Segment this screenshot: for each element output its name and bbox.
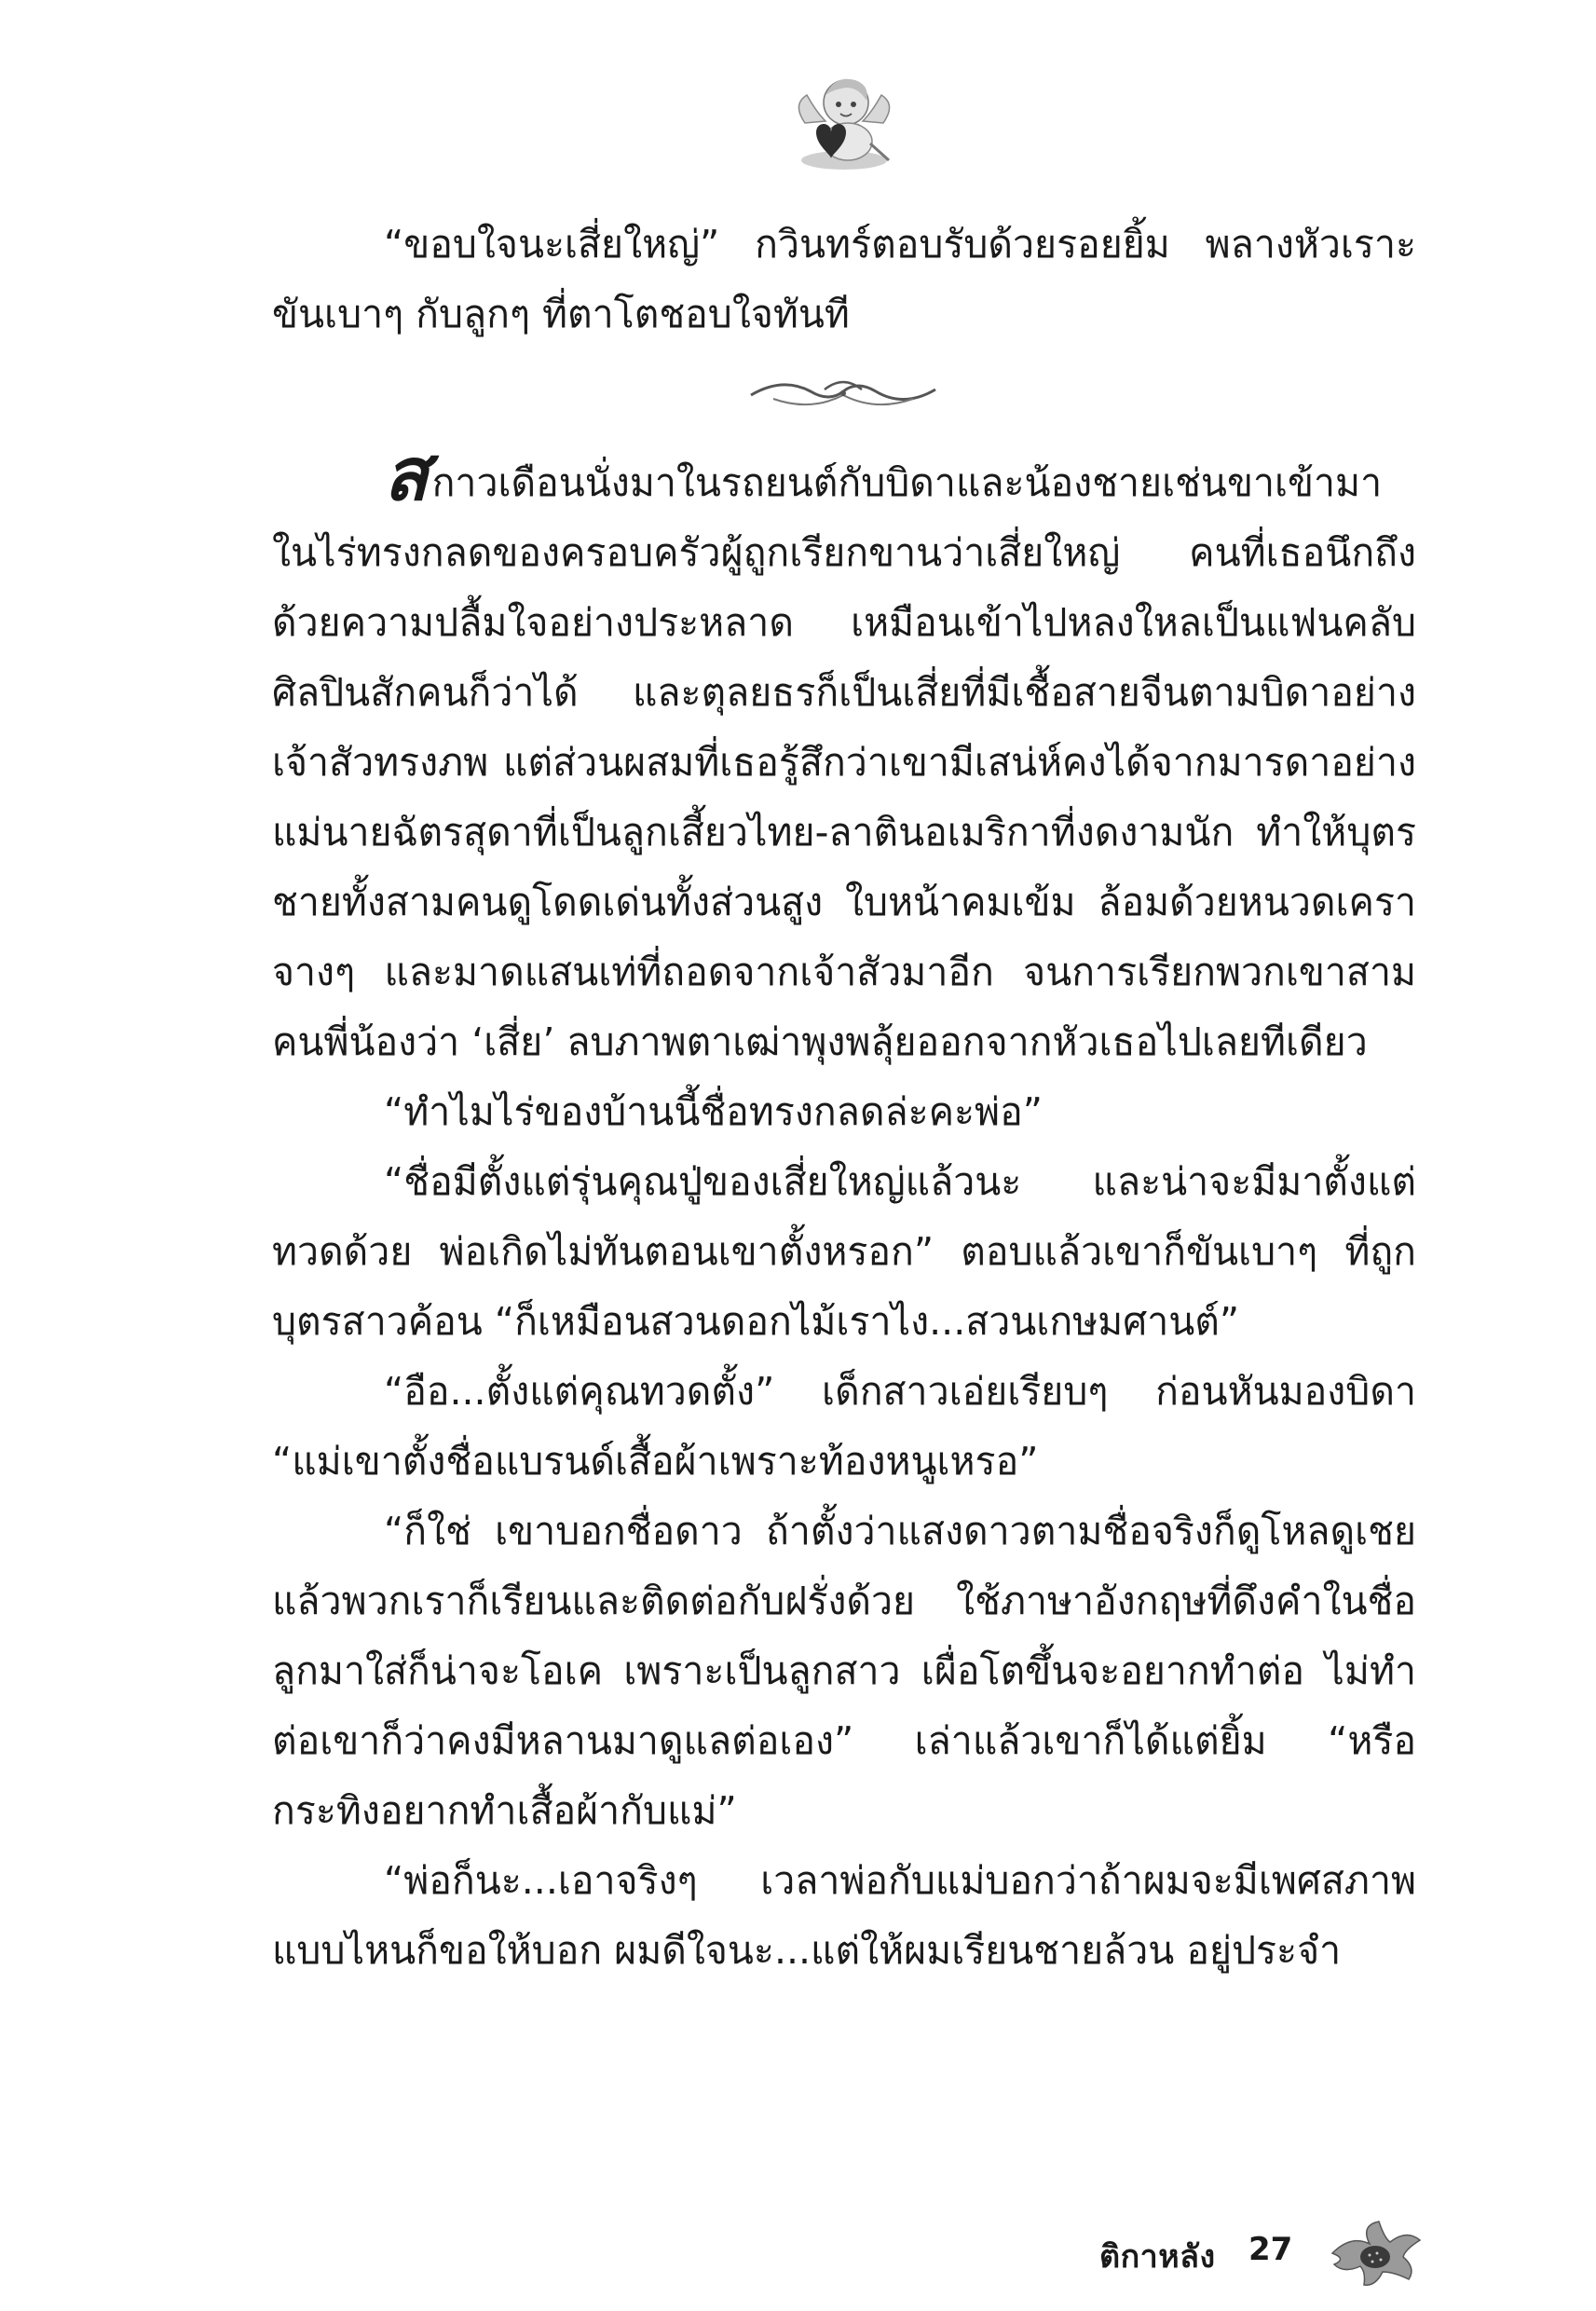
paragraph: “พ่อก็นะ...เอาจริงๆ เวลาพ่อกับแม่บอกว่าถ้าผมจะมีเพศสภาพแบบไหนก็ขอให้บอก ผมดีใจนะ...แต่ให้ผมเรียนชายล้วน อยู่ประจำ [272,1858,1416,1973]
strawberry-icon [1323,2216,1425,2290]
paragraph: “อือ...ตั้งแต่คุณทวดตั้ง” เด็กสาวเอ่ยเรียบๆ ก่อนหันมองบิดา “แม่เขาตั้งชื่อแบรนด์เสื้อผ้าเพราะท้องหนูเหรอ” [272,1369,1416,1484]
page-number: 27 [1248,2231,1293,2268]
book-title: ติกาหลัง [1099,2238,1216,2276]
page-footer [1099,2216,1491,2290]
paragraph: “ชื่อมีตั้งแต่รุ่นคุณปู่ของเสี่ยใหญ่แล้วนะ และน่าจะมีมาตั้งแต่ทวดด้วย พ่อเกิดไม่ทันตอนเขาตั้งหรอก” ตอบแล้วเขาก็ขันเบาๆ ที่ถูกบุตรสาวค้อน “ก็เหมือนสวนดอกไม้เราไง...สวนเกษมศานต์” [272,1159,1416,1344]
paragraph: “ก็ใช่ เขาบอกชื่อดาว ถ้าตั้งว่าแสงดาวตามชื่อจริงก็ดูโหลดูเชย แล้วพวกเราก็เรียนและติดต่อกับฝรั่งด้วย ใช้ภาษาอังกฤษที่ดึงคำในชื่อลูกมาใส่ก็น่าจะโอเค เพราะเป็นลูกสาว เผื่อโตขึ้นจะอยากทำต่อ ไม่ทำต่อเขาก็ว่าคงมีหลานมาดูแลต่อเอง” เล่าแล้วเขาก็ได้แต่ยิ้ม “หรือกระทิงอยากทำเสื้อผ้ากับแม่” [272,1509,1416,1833]
ornamental-divider [745,371,941,414]
paragraph-dropcap [272,433,1416,1077]
paragraph-text: กาวเดือนนั่งมาในรถยนต์กับบิดาและน้องชายเช่นขาเข้ามาในไร่ทรงกลดของครอบครัวผู้ถูกเรียกขานว่าเสี่ยใหญ่ คนที่เธอนึกถึงด้วยความปลื้มใจอย่างประหลาด เหมือนเข้าไปหลงใหลเป็นแฟนคลับศิลปินสักคนก็ว่าได้ และตุลยธรก็เป็นเสี่ยที่มีเชื้อสายจีนตามบิดาอย่างเจ้าสัวทรงภพ แต่ส่วนผสมที่เธอรู้สึกว่าเขามีเสน่ห์คงได้จากมารดาอย่างแม่นายฉัตรสุดาที่เป็นลูกเสี้ยวไทย-ลาตินอเมริกาที่งดงามนัก ทำให้บุตรชายทั้งสามคนดูโดดเด่นทั้งส่วนสูง ใบหน้าคมเข้ม ล้อมด้วยหนวดเคราจางๆ และมาดแสนเท่ที่ถอดจากเจ้าสัวมาอีก จนการเรียกพวกเขาสามคนพี่น้องว่า ‘เสี่ย’ ลบภาพตาเฒ่าพุงพลุ้ยออกจากหัวเธอไปเลยทีเดียว [272,460,1416,1064]
main-text [272,433,1416,1986]
drop-cap: ส [384,433,429,517]
paragraph: “ขอบใจนะเสี่ยใหญ่” กวินทร์ตอบรับด้วยรอยยิ้ม พลางหัวเราะขันเบาๆ กับลูกๆ ที่ตาโตชอบใจทันที [272,222,1416,336]
paragraph: “ทำไมไร่ของบ้านนี้ชื่อทรงกลดล่ะคะพ่อ” [384,1089,1043,1134]
opening-text [272,210,1416,349]
cherub-icon [788,67,900,179]
